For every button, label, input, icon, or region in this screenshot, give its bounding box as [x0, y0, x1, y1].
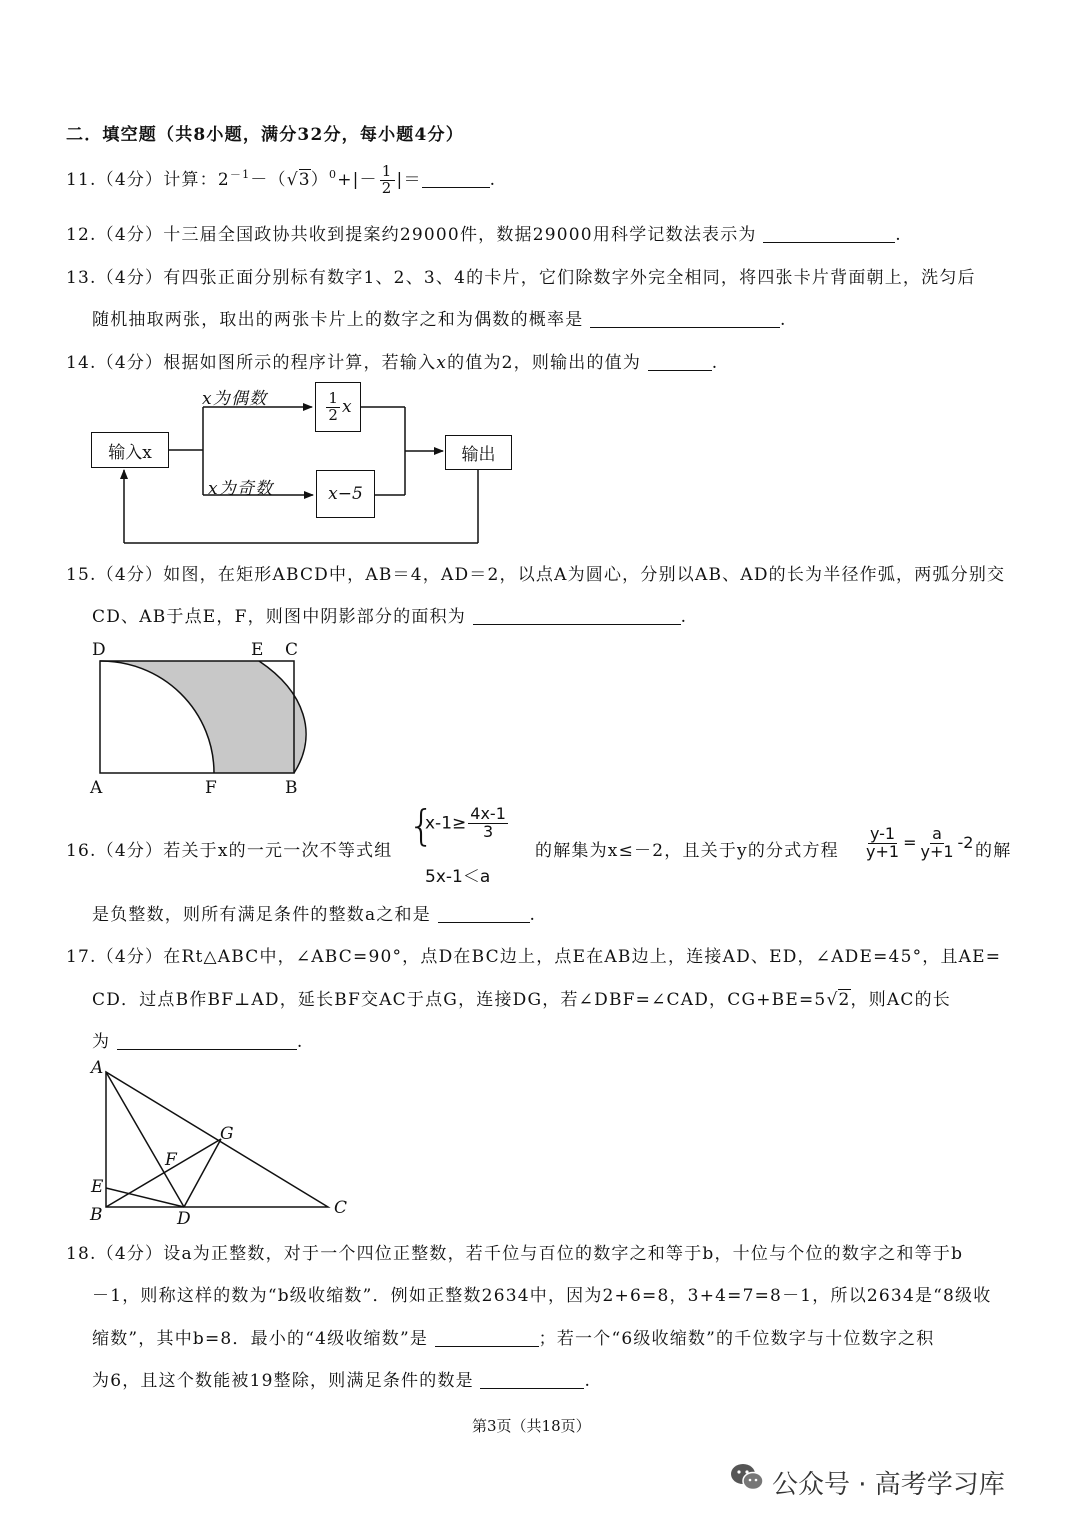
flow-odd-label: x为奇数	[208, 479, 274, 499]
label-g: G	[220, 1124, 235, 1144]
question-11: 11.（4分）计算：$2^{-1}-(√3)^0+|-$ $\frac{1}{2}$ |＝ .	[66, 162, 497, 197]
label-c: C	[285, 640, 300, 660]
page-footer: 第3页（共18页）	[472, 1417, 591, 1435]
label-f: F	[165, 1150, 178, 1170]
question-18-line1: 18.（4分）设a为正整数，对于一个四位正整数，若千位与百位的数字之和等于b，十位与个位的数字之和等于b	[66, 1244, 964, 1264]
label-b: B	[285, 778, 299, 798]
label-d: D	[177, 1209, 192, 1229]
label-b: B	[90, 1205, 104, 1225]
answer-blank-18b	[480, 1372, 584, 1389]
question-17-line3: 为 .	[92, 1032, 304, 1052]
label-a: A	[91, 1058, 105, 1078]
fraction-equation: $\frac{y-1}{y+1}$ = $\frac{a}{y+1}$ -2	[866, 824, 974, 861]
question-13-line2: 随机抽取两张，取出的两张卡片上的数字之和为偶数的概率是 .	[92, 310, 787, 330]
question-16-mid: 的解集为x≤－2，且关于y的分式方程	[535, 841, 839, 861]
flow-half-box: $\frac{1}{2}$ x	[315, 382, 361, 432]
question-16-tail: 的解	[975, 841, 1012, 861]
segment-bg	[106, 1139, 221, 1207]
question-12: 12.（4分）十三届全国政协共收到提案约29000件，数据29000用科学记数法表示为 .	[66, 225, 902, 245]
flow-input-box: 输入x	[91, 432, 169, 468]
label-d: D	[92, 640, 107, 660]
segment-ed	[106, 1188, 184, 1207]
question-14: 14.（4分）根据如图所示的程序计算，若输入x的值为2，则输出的值为 .	[66, 353, 719, 373]
section-title: 二．填空题（共8小题，满分32分，每小题4分）	[66, 125, 464, 145]
answer-blank-18a	[435, 1330, 539, 1347]
label-e: E	[251, 640, 265, 660]
label-f: F	[205, 778, 218, 798]
question-17-line2: CD．过点B作BF⊥AD，延长BF交AC于点G，连接DG，若∠DBF=∠CAD，CG+BE=5√2，则AC的长	[92, 990, 951, 1010]
label-e: E	[91, 1177, 105, 1197]
system-brace: {	[408, 801, 435, 850]
flow-even-label: x为偶数	[202, 389, 268, 409]
flow-minus-box: x−5	[316, 470, 375, 518]
wechat-icon	[730, 1462, 764, 1496]
watermark-text: 公众号 · 高考学习库	[772, 1470, 1005, 1500]
question-18-line4: 为6，且这个数能被19整除，则满足条件的数是 .	[92, 1371, 592, 1391]
label-c: C	[334, 1198, 349, 1218]
question-18-line3: 缩数”，其中b=8．最小的“4级收缩数”是 ；若一个“6级收缩数”的千位数字与十位数字之积	[92, 1329, 935, 1349]
question-16-lead: 16.（4分）若关于x的一元一次不等式组	[66, 841, 393, 861]
question-15-line2: CD、AB于点E，F，则图中阴影部分的面积为 .	[92, 607, 688, 627]
inequality-1: x-1≥ $\frac{4x-1}{3}$	[425, 804, 506, 841]
inequality-2: 5x-1＜a	[425, 867, 491, 887]
question-13-line1: 13.（4分）有四张正面分别标有数字1、2、3、4的卡片，它们除数字外完全相同，将四张卡片背面朝上，洗匀后	[66, 268, 976, 288]
flow-output-box: 输出	[445, 435, 512, 470]
question-15-line1: 15.（4分）如图，在矩形ABCD中，AB＝4，AD＝2，以点A为圆心，分别以AB、AD的长为半径作弧，两弧分别交	[66, 565, 1006, 585]
question-16-line2: 是负整数，则所有满足条件的整数a之和是 .	[92, 905, 537, 925]
question-18-line2: －1，则称这样的数为“b级收缩数”．例如正整数2634中，因为2+6=8，3+4=7=8－1，所以2634是“8级收	[92, 1286, 992, 1306]
segment-ad	[106, 1072, 184, 1207]
question-17-line1: 17.（4分）在Rt△ABC中，∠ABC=90°，点D在BC边上，点E在AB边上，连接AD、ED，∠ADE=45°，且AE=	[66, 947, 1002, 967]
label-a: A	[90, 778, 104, 798]
